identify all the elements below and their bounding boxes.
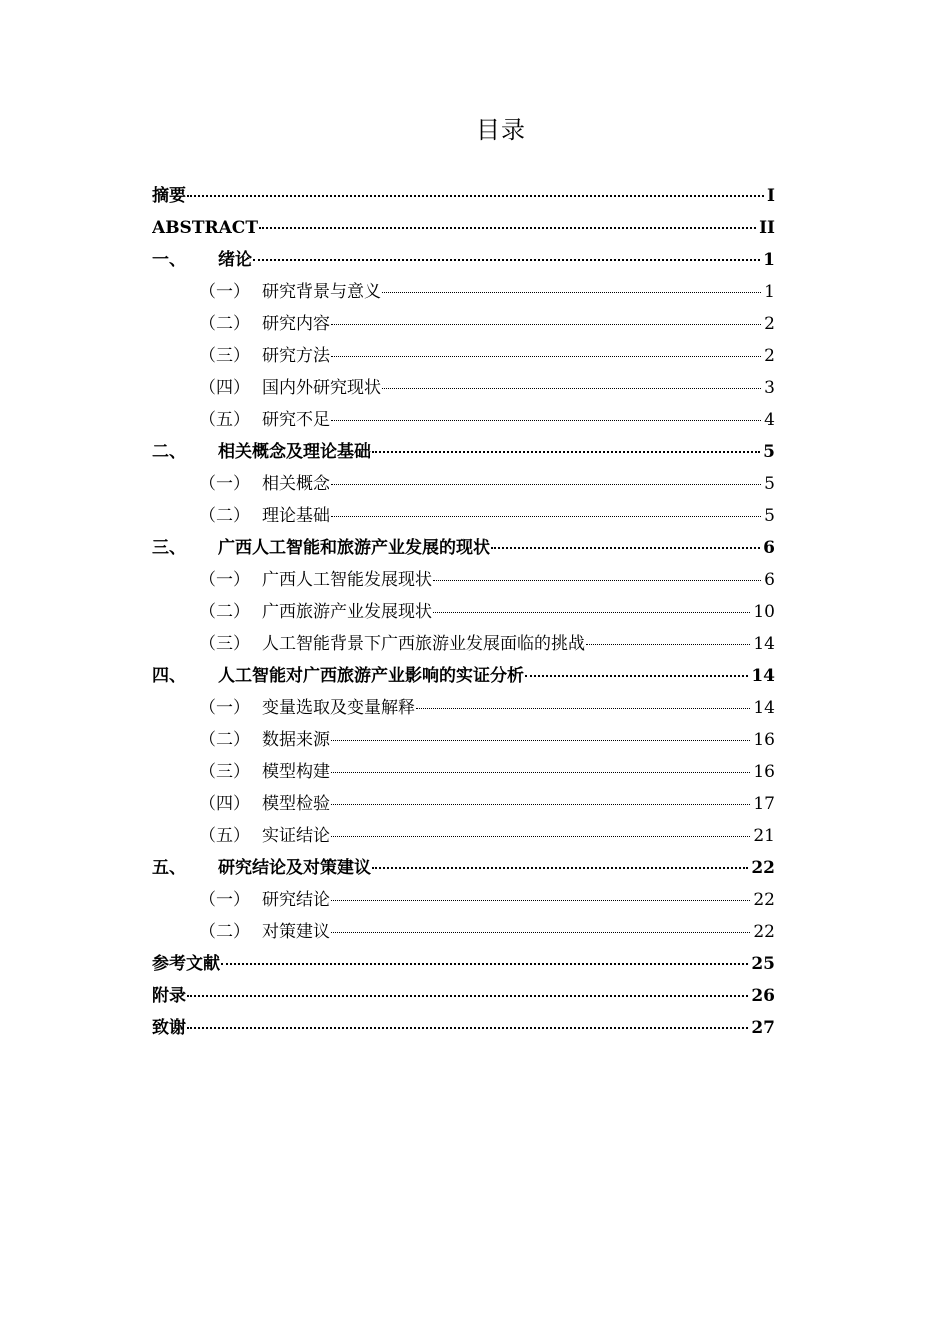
- toc-entry-label: 广西人工智能发展现状: [262, 570, 432, 590]
- toc-entry-number: （二）: [199, 314, 250, 334]
- toc-entry-label: 实证结论: [262, 826, 330, 846]
- toc-entry-number: （一）: [199, 282, 250, 302]
- toc-entry-page-number: 22: [751, 858, 775, 878]
- toc-entry-label: 模型检验: [262, 794, 330, 814]
- toc-entry-label: 致谢: [152, 1018, 186, 1038]
- toc-entry-label: 附录: [152, 986, 186, 1006]
- toc-entry-section[interactable]: [152, 628, 775, 660]
- dot-leader: [331, 836, 750, 837]
- dot-leader: [253, 259, 760, 261]
- toc-entry-page-number: 17: [753, 794, 775, 814]
- toc-entry-section[interactable]: [152, 724, 775, 756]
- dot-leader: [331, 420, 761, 421]
- toc-entry-label: 国内外研究现状: [262, 378, 381, 398]
- toc-entry-label: 研究结论: [262, 890, 330, 910]
- dot-leader: [525, 675, 748, 677]
- toc-entry-chapter[interactable]: [152, 852, 775, 884]
- toc-entry-number: （一）: [199, 474, 250, 494]
- toc-entry-label: 广西旅游产业发展现状: [262, 602, 432, 622]
- toc-entry-label: 对策建议: [262, 922, 330, 942]
- toc-entry-page-number: 3: [764, 378, 775, 398]
- dot-leader: [331, 516, 761, 517]
- toc-entry-page-number: II: [759, 218, 775, 238]
- toc-entry-number: （三）: [199, 346, 250, 366]
- toc-entry-number: （五）: [199, 410, 250, 430]
- toc-entry-page-number: 22: [753, 922, 775, 942]
- toc-entry-number: （一）: [199, 890, 250, 910]
- toc-entry-number: 四、: [152, 666, 186, 686]
- toc-entry-section[interactable]: [152, 564, 775, 596]
- toc-entry-section[interactable]: [152, 596, 775, 628]
- table-of-contents: [152, 180, 775, 1044]
- toc-entry-label: 研究结论及对策建议: [218, 858, 371, 878]
- toc-entry-label: 研究不足: [262, 410, 330, 430]
- dot-leader: [433, 612, 750, 613]
- toc-entry-page-number: 10: [753, 602, 775, 622]
- toc-entry-section[interactable]: [152, 692, 775, 724]
- toc-entry-label: 广西人工智能和旅游产业发展的现状: [218, 538, 490, 558]
- dot-leader: [331, 356, 761, 357]
- dot-leader: [221, 963, 748, 965]
- toc-entry-chapter[interactable]: [152, 180, 775, 212]
- dot-leader: [331, 324, 761, 325]
- toc-entry-chapter[interactable]: [152, 1012, 775, 1044]
- dot-leader: [187, 1027, 748, 1029]
- toc-entry-section[interactable]: [152, 404, 775, 436]
- dot-leader: [331, 772, 750, 773]
- toc-entry-page-number: 21: [753, 826, 775, 846]
- toc-entry-number: （五）: [199, 826, 250, 846]
- dot-leader: [433, 580, 761, 581]
- toc-entry-page-number: 6: [763, 538, 775, 558]
- toc-entry-number: 五、: [152, 858, 186, 878]
- toc-entry-label: ABSTRACT: [152, 218, 258, 238]
- toc-entry-chapter[interactable]: [152, 436, 775, 468]
- toc-entry-label: 模型构建: [262, 762, 330, 782]
- toc-entry-page-number: I: [767, 186, 775, 206]
- toc-entry-page-number: 16: [753, 762, 775, 782]
- toc-entry-chapter[interactable]: [152, 244, 775, 276]
- toc-entry-number: （二）: [199, 602, 250, 622]
- toc-entry-page-number: 5: [763, 442, 775, 462]
- toc-entry-section[interactable]: [152, 884, 775, 916]
- toc-entry-number: （二）: [199, 730, 250, 750]
- dot-leader: [331, 804, 750, 805]
- toc-entry-number: （三）: [199, 634, 250, 654]
- toc-entry-page-number: 27: [751, 1018, 775, 1038]
- toc-entry-number: （四）: [199, 378, 250, 398]
- toc-entry-page-number: 26: [751, 986, 775, 1006]
- toc-entry-page-number: 6: [764, 570, 775, 590]
- toc-entry-label: 相关概念: [262, 474, 330, 494]
- dot-leader: [331, 740, 750, 741]
- toc-entry-label: 绪论: [218, 250, 252, 270]
- toc-entry-label: 人工智能对广西旅游产业影响的实证分析: [218, 666, 524, 686]
- toc-entry-page-number: 1: [764, 282, 775, 302]
- toc-entry-chapter[interactable]: [152, 532, 775, 564]
- dot-leader: [187, 195, 764, 197]
- toc-entry-number: 二、: [152, 442, 186, 462]
- dot-leader: [331, 900, 750, 901]
- toc-entry-number: 一、: [152, 250, 186, 270]
- toc-entry-page-number: 1: [763, 250, 775, 270]
- toc-entry-label: 参考文献: [152, 954, 220, 974]
- toc-entry-number: （二）: [199, 506, 250, 526]
- toc-entry-number: （三）: [199, 762, 250, 782]
- toc-entry-page-number: 14: [753, 634, 775, 654]
- toc-entry-label: 数据来源: [262, 730, 330, 750]
- toc-entry-section[interactable]: [152, 500, 775, 532]
- toc-entry-section[interactable]: [152, 820, 775, 852]
- toc-entry-section[interactable]: [152, 756, 775, 788]
- toc-entry-page-number: 2: [764, 314, 775, 334]
- toc-entry-page-number: 4: [764, 410, 775, 430]
- toc-entry-label: 相关概念及理论基础: [218, 442, 371, 462]
- dot-leader: [416, 708, 750, 709]
- toc-entry-chapter[interactable]: [152, 948, 775, 980]
- page-title: 目录: [476, 116, 526, 144]
- toc-entry-number: （四）: [199, 794, 250, 814]
- toc-entry-section[interactable]: [152, 916, 775, 948]
- toc-entry-chapter[interactable]: [152, 980, 775, 1012]
- toc-entry-label: 研究内容: [262, 314, 330, 334]
- toc-entry-section[interactable]: [152, 372, 775, 404]
- toc-entry-section[interactable]: [152, 788, 775, 820]
- toc-entry-page-number: 5: [764, 474, 775, 494]
- toc-entry-page-number: 14: [753, 698, 775, 718]
- dot-leader: [491, 547, 760, 549]
- toc-entry-label: 研究背景与意义: [262, 282, 381, 302]
- toc-entry-section[interactable]: [152, 308, 775, 340]
- toc-entry-number: （一）: [199, 570, 250, 590]
- toc-entry-chapter[interactable]: [152, 660, 775, 692]
- dot-leader: [331, 484, 761, 485]
- toc-entry-section[interactable]: [152, 340, 775, 372]
- toc-entry-page-number: 2: [764, 346, 775, 366]
- dot-leader: [187, 995, 748, 997]
- toc-entry-number: （一）: [199, 698, 250, 718]
- toc-entry-label: 变量选取及变量解释: [262, 698, 415, 718]
- toc-entry-section[interactable]: [152, 276, 775, 308]
- toc-entry-number: （二）: [199, 922, 250, 942]
- dot-leader: [372, 867, 748, 869]
- toc-entry-page-number: 5: [764, 506, 775, 526]
- toc-entry-label: 理论基础: [262, 506, 330, 526]
- toc-entry-label: 摘要: [152, 186, 186, 206]
- dot-leader: [259, 227, 756, 229]
- toc-entry-page-number: 14: [751, 666, 775, 686]
- toc-entry-page-number: 22: [753, 890, 775, 910]
- toc-entry-page-number: 25: [751, 954, 775, 974]
- toc-entry-number: 三、: [152, 538, 186, 558]
- dot-leader: [586, 644, 750, 645]
- dot-leader: [382, 292, 761, 293]
- toc-entry-label: 人工智能背景下广西旅游业发展面临的挑战: [262, 634, 585, 654]
- dot-leader: [372, 451, 760, 453]
- toc-entry-section[interactable]: [152, 468, 775, 500]
- dot-leader: [331, 932, 750, 933]
- dot-leader: [382, 388, 761, 389]
- toc-entry-chapter[interactable]: [152, 212, 775, 244]
- toc-entry-page-number: 16: [753, 730, 775, 750]
- toc-entry-label: 研究方法: [262, 346, 330, 366]
